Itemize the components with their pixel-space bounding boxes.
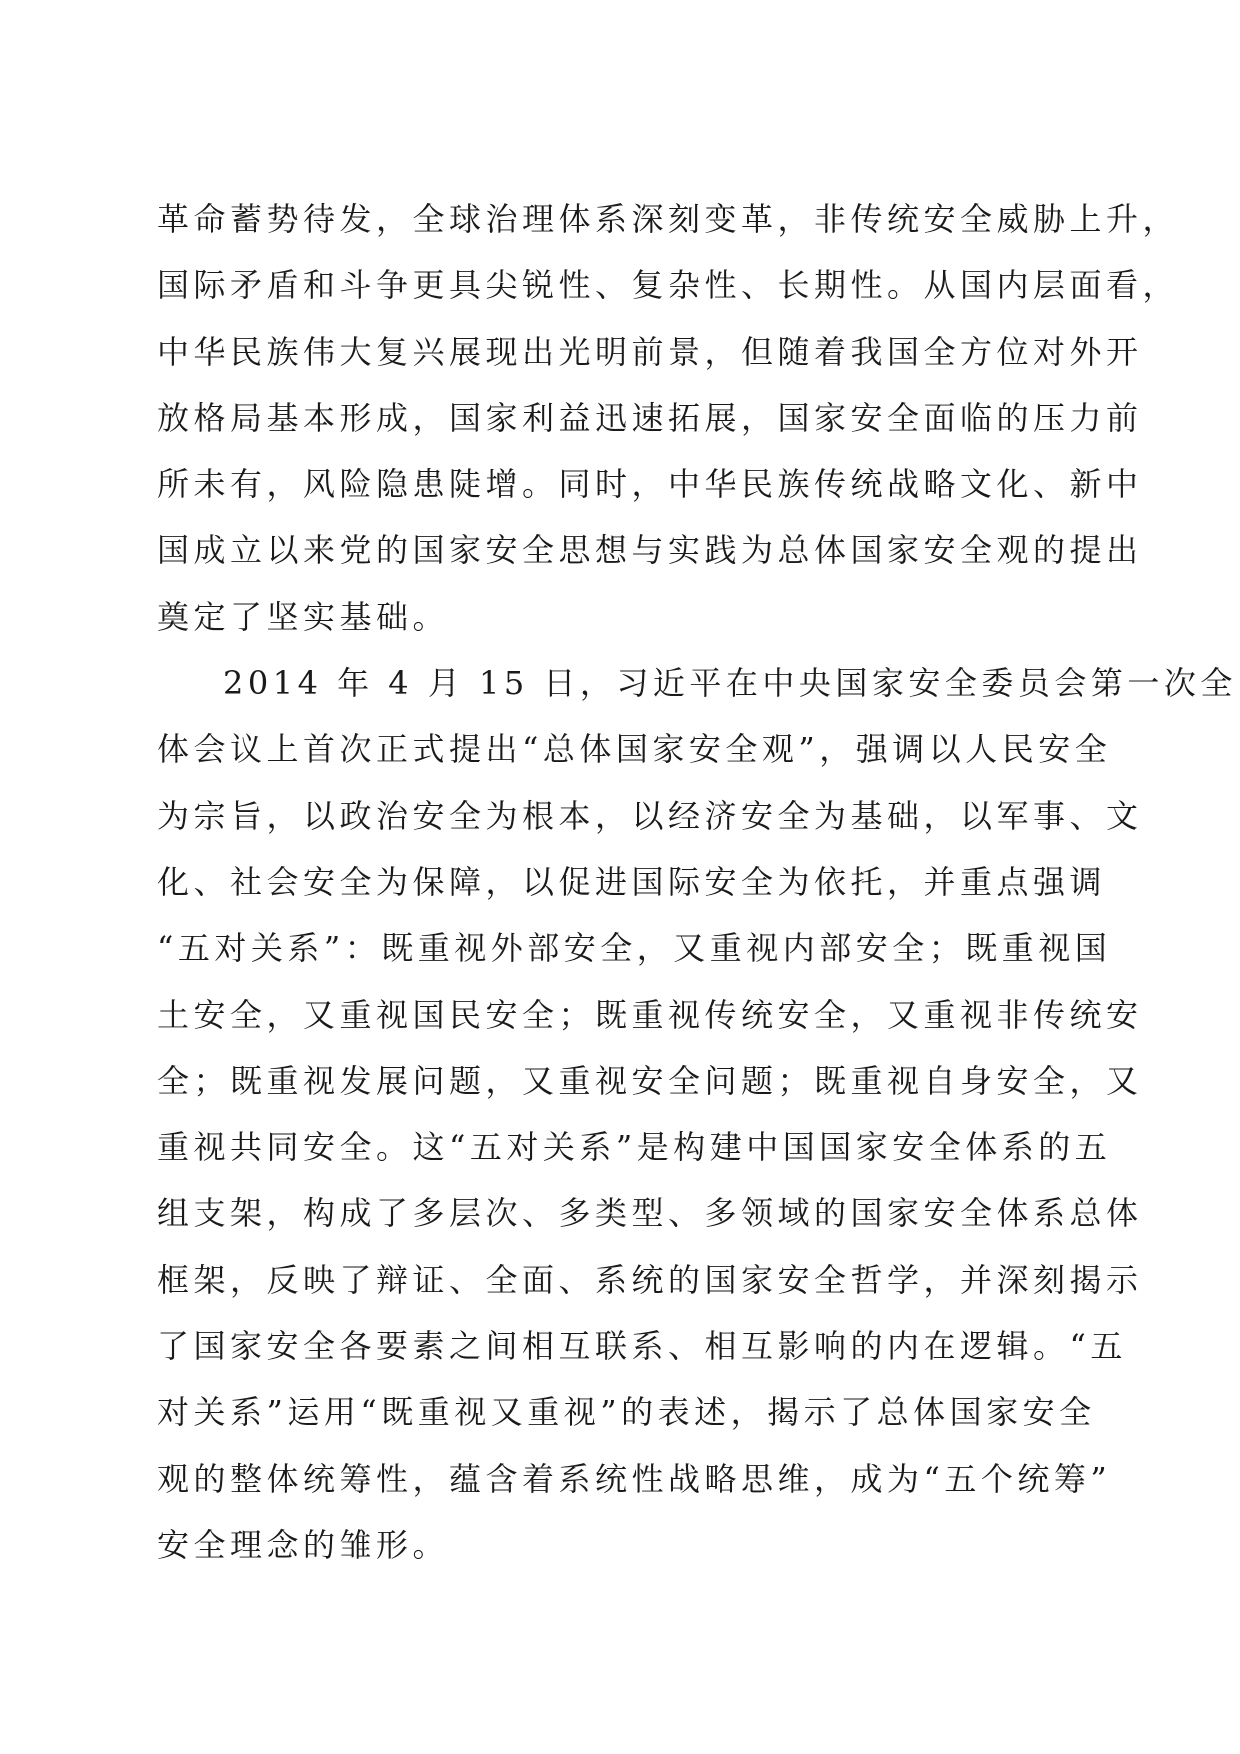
text-line: 国际矛盾和斗争更具尖锐性、复杂性、长期性。从国内层面看， bbox=[157, 266, 1180, 305]
text-line: 土安全，又重视国民安全；既重视传统安全，又重视非传统安 bbox=[157, 995, 1143, 1034]
text-line: 奠定了坚实基础。 bbox=[157, 597, 450, 636]
text-line: 所未有，风险隐患陡增。同时，中华民族传统战略文化、新中 bbox=[157, 465, 1143, 504]
paragraph-continuation bbox=[157, 186, 1180, 650]
text-line: 观的整体统筹性，蕴含着系统性战略思维，成为“五个统筹” bbox=[157, 1459, 1112, 1498]
text-line: 革命蓄势待发，全球治理体系深刻变革，非传统安全威胁上升， bbox=[157, 200, 1180, 238]
paragraph-2014-security-concept bbox=[157, 650, 1237, 1578]
text-line: 体会议上首次正式提出“总体国家安全观”，强调以人民安全 bbox=[157, 730, 1112, 769]
text-line: 化、社会安全为保障，以促进国际安全为依托，并重点强调 bbox=[157, 862, 1107, 901]
text-line: 为宗旨，以政治安全为根本，以经济安全为基础，以军事、文 bbox=[157, 796, 1143, 835]
document-body bbox=[157, 186, 1237, 1578]
text-line: 对关系”运用“既重视又重视”的表述，揭示了总体国家安全 bbox=[157, 1393, 1096, 1432]
text-line: 中华民族伟大复兴展现出光明前景，但随着我国全方位对外开 bbox=[157, 332, 1143, 371]
text-line: 2014 年 4 月 15 日，习近平在中央国家安全委员会第一次全 bbox=[223, 664, 1237, 703]
text-line: 安全理念的雏形。 bbox=[157, 1525, 450, 1564]
text-line: 全；既重视发展问题，又重视安全问题；既重视自身安全，又 bbox=[157, 1061, 1143, 1100]
text-line: 放格局基本形成，国家利益迅速拓展，国家安全面临的压力前 bbox=[157, 398, 1143, 437]
text-line: 重视共同安全。这“五对关系”是构建中国国家安全体系的五 bbox=[157, 1128, 1112, 1167]
text-line: 框架，反映了辩证、全面、系统的国家安全哲学，并深刻揭示 bbox=[157, 1260, 1143, 1299]
text-line: 了国家安全各要素之间相互联系、相互影响的内在逻辑。“五 bbox=[157, 1327, 1127, 1366]
text-line: 组支架，构成了多层次、多类型、多领域的国家安全体系总体 bbox=[157, 1194, 1143, 1233]
text-line: “五对关系”：既重视外部安全，又重视内部安全；既重视国 bbox=[157, 929, 1112, 968]
text-line: 国成立以来党的国家安全思想与实践为总体国家安全观的提出 bbox=[157, 531, 1143, 570]
